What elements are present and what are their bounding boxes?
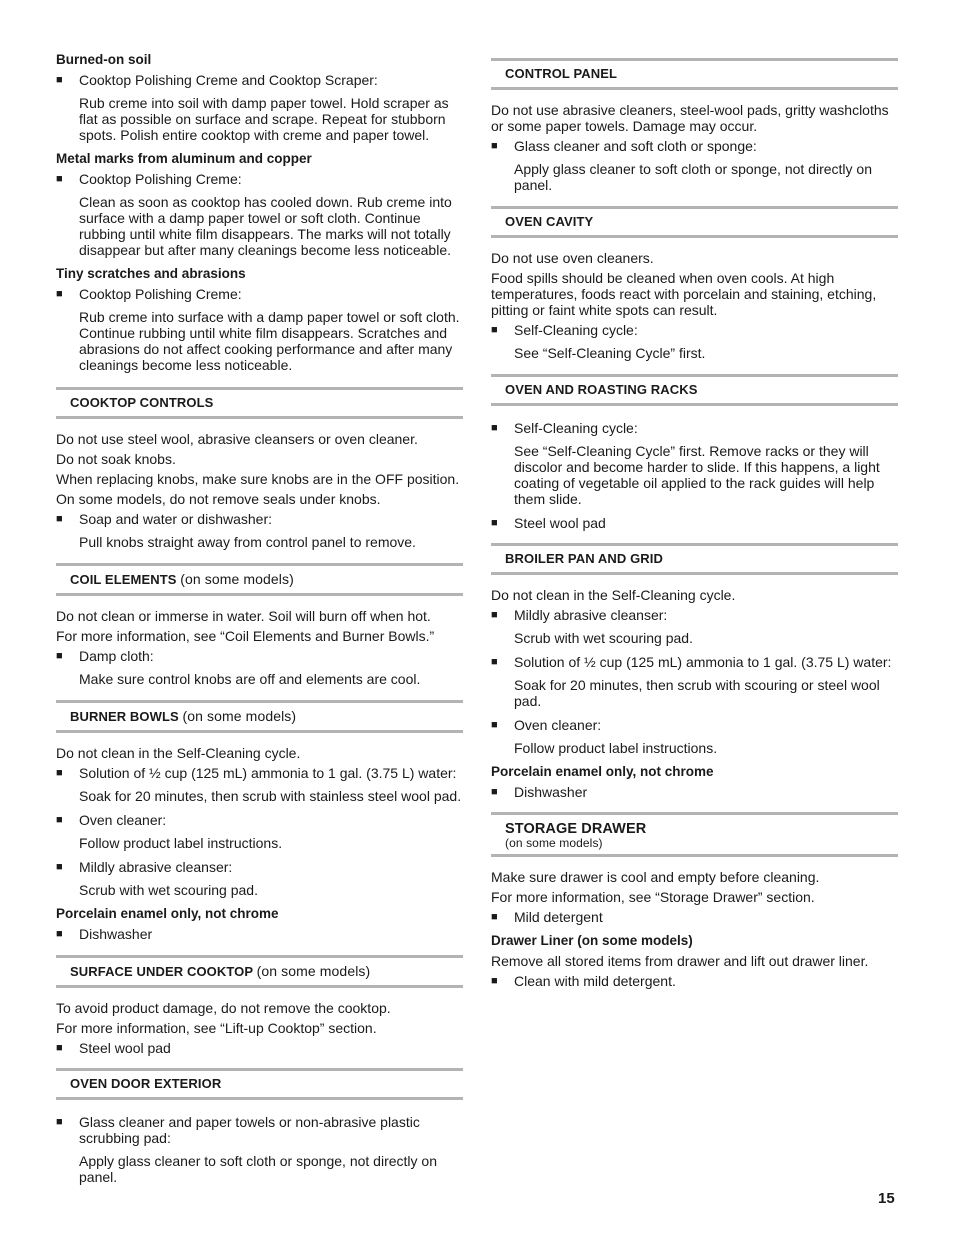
- bullet-square-icon: ■: [491, 975, 498, 987]
- list-item: ■ Cooktop Polishing Creme and Cooktop Scraper:: [56, 72, 378, 88]
- bullet-square-icon: ■: [56, 928, 63, 940]
- subheading-drawer-liner: Drawer Liner (on some models): [491, 933, 693, 948]
- paragraph: Do not clean or immerse in water. Soil will burn off when hot.: [56, 608, 431, 624]
- subheading-burned-on-soil: Burned-on soil: [56, 52, 152, 67]
- page-number: 15: [878, 1190, 895, 1207]
- list-item: ■ Dishwasher: [56, 926, 153, 942]
- bullet-square-icon: ■: [56, 288, 63, 300]
- list-item: ■ Oven cleaner:: [491, 717, 602, 733]
- section-heading-oven-racks: OVEN AND ROASTING RACKS: [491, 374, 898, 406]
- section-heading-coil-elements: COIL ELEMENTS (on some models): [56, 563, 463, 596]
- paragraph: When replacing knobs, make sure knobs are in the OFF position.: [56, 471, 460, 487]
- bullet-square-icon: ■: [56, 767, 63, 779]
- bullet-square-icon: ■: [56, 1116, 63, 1128]
- instruction-text: Apply glass cleaner to soft cloth or sponge, not directly on panel.: [514, 161, 872, 193]
- instruction-text: Follow product label instructions.: [514, 740, 718, 756]
- paragraph: For more information, see “Storage Drawer” section.: [491, 889, 815, 905]
- list-item: ■ Steel wool pad: [56, 1040, 171, 1056]
- section-heading-cooktop-controls: COOKTOP CONTROLS: [56, 387, 463, 419]
- bullet-square-icon: ■: [56, 173, 63, 185]
- paragraph: Do not clean in the Self-Cleaning cycle.: [491, 587, 736, 603]
- bullet-square-icon: ■: [56, 1042, 63, 1054]
- instruction-text: Pull knobs straight away from control panel to remove.: [79, 534, 416, 550]
- subheading-porcelain-enamel: Porcelain enamel only, not chrome: [56, 906, 279, 921]
- paragraph: Do not use oven cleaners.: [491, 250, 654, 266]
- section-heading-broiler-pan: BROILER PAN AND GRID: [491, 543, 898, 575]
- bullet-square-icon: ■: [491, 609, 498, 621]
- list-item: ■ Soap and water or dishwasher:: [56, 511, 272, 527]
- paragraph: For more information, see “Lift-up Cooktop” section.: [56, 1020, 377, 1036]
- left-column: [56, 52, 463, 1193]
- subheading-porcelain-enamel: Porcelain enamel only, not chrome: [491, 764, 714, 779]
- bullet-square-icon: ■: [56, 814, 63, 826]
- list-item: ■ Cooktop Polishing Creme:: [56, 171, 242, 187]
- bullet-square-icon: ■: [56, 650, 63, 662]
- subheading-tiny-scratches: Tiny scratches and abrasions: [56, 266, 246, 281]
- list-item: ■ Mild detergent: [491, 909, 603, 925]
- right-column: [491, 58, 898, 993]
- section-heading-storage-drawer: STORAGE DRAWER (on some models): [491, 812, 898, 857]
- list-item: ■ Cooktop Polishing Creme:: [56, 286, 242, 302]
- list-item: ■ Glass cleaner and soft cloth or sponge:: [491, 138, 757, 154]
- instruction-text: Follow product label instructions.: [79, 835, 283, 851]
- subheading-metal-marks: Metal marks from aluminum and copper: [56, 151, 312, 166]
- instruction-text: Apply glass cleaner to soft cloth or sponge, not directly on panel.: [79, 1153, 437, 1185]
- bullet-square-icon: ■: [56, 74, 63, 86]
- paragraph: Food spills should be cleaned when oven cools. At high temperatures, foods react with porcelain and staining, etching, pitting or faint white spots can result.: [491, 270, 877, 318]
- paragraph: To avoid product damage, do not remove the cooktop.: [56, 1000, 391, 1016]
- bullet-square-icon: ■: [491, 786, 498, 798]
- instruction-text: See “Self-Cleaning Cycle” first.: [514, 345, 706, 361]
- bullet-square-icon: ■: [491, 324, 498, 336]
- list-item: ■ Mildly abrasive cleanser:: [491, 607, 668, 623]
- paragraph: Do not clean in the Self-Cleaning cycle.: [56, 745, 301, 761]
- list-item: ■ Self-Cleaning cycle:: [491, 322, 638, 338]
- instruction-text: Scrub with wet scouring pad.: [79, 882, 258, 898]
- bullet-square-icon: ■: [56, 861, 63, 873]
- paragraph: Make sure drawer is cool and empty before cleaning.: [491, 869, 820, 885]
- bullet-square-icon: ■: [491, 911, 498, 923]
- bullet-square-icon: ■: [491, 656, 498, 668]
- instruction-text: Soak for 20 minutes, then scrub with scouring or steel wool pad.: [514, 677, 880, 709]
- list-item: ■ Mildly abrasive cleanser:: [56, 859, 233, 875]
- list-item: ■ Dishwasher: [491, 784, 588, 800]
- bullet-square-icon: ■: [491, 517, 498, 529]
- instruction-text: Make sure control knobs are off and elements are cool.: [79, 671, 421, 687]
- paragraph: On some models, do not remove seals under knobs.: [56, 491, 381, 507]
- paragraph: For more information, see “Coil Elements and Burner Bowls.”: [56, 628, 435, 644]
- list-item: ■ Glass cleaner and paper towels or non-abrasive plastic scrubbing pad:: [56, 1114, 420, 1146]
- bullet-square-icon: ■: [56, 513, 63, 525]
- list-item: ■ Steel wool pad: [491, 515, 606, 531]
- instruction-text: See “Self-Cleaning Cycle” first. Remove racks or they will discolor and become harder to slide. If this happens, a light coating of vegetable oil applied to the rack guides will help them slide.: [514, 443, 880, 507]
- section-heading-oven-cavity: OVEN CAVITY: [491, 206, 898, 238]
- instruction-text: Rub creme into soil with damp paper towel. Hold scraper as flat as possible on surface and scrape. Repeat for stubborn spots. Polish entire cooktop with creme and paper towel.: [79, 95, 449, 143]
- bullet-square-icon: ■: [491, 140, 498, 152]
- paragraph: Do not use steel wool, abrasive cleansers or oven cleaner.: [56, 431, 418, 447]
- bullet-square-icon: ■: [491, 422, 498, 434]
- list-item: ■ Self-Cleaning cycle:: [491, 420, 638, 436]
- instruction-text: Soak for 20 minutes, then scrub with stainless steel wool pad.: [79, 788, 462, 804]
- list-item: ■ Clean with mild detergent.: [491, 973, 676, 989]
- section-heading-oven-door-exterior: OVEN DOOR EXTERIOR: [56, 1068, 463, 1100]
- section-heading-control-panel: CONTROL PANEL: [491, 58, 898, 90]
- section-heading-surface-under-cooktop: SURFACE UNDER COOKTOP (on some models): [56, 955, 463, 988]
- paragraph: Remove all stored items from drawer and lift out drawer liner.: [491, 953, 869, 969]
- section-heading-burner-bowls: BURNER BOWLS (on some models): [56, 700, 463, 733]
- paragraph: Do not use abrasive cleaners, steel-wool pads, gritty washcloths or some paper towels. Damage may occur.: [491, 102, 889, 134]
- list-item: ■ Oven cleaner:: [56, 812, 167, 828]
- instruction-text: Scrub with wet scouring pad.: [514, 630, 693, 646]
- list-item: ■ Damp cloth:: [56, 648, 154, 664]
- list-item: ■ Solution of ½ cup (125 mL) ammonia to 1 gal. (3.75 L) water:: [491, 654, 892, 670]
- bullet-square-icon: ■: [491, 719, 498, 731]
- list-item: ■ Solution of ½ cup (125 mL) ammonia to 1 gal. (3.75 L) water:: [56, 765, 457, 781]
- instruction-text: Rub creme into surface with a damp paper towel or soft cloth. Continue rubbing until white film disappears. Scratches and abrasions do not affect cooking performance and after many cleanings become less noticeable.: [79, 309, 460, 373]
- paragraph: Do not soak knobs.: [56, 451, 176, 467]
- instruction-text: Clean as soon as cooktop has cooled down. Rub creme into surface with a damp paper towel or soft cloth. Continue rubbing until white film disappears. The marks will not totally disappear but after many cleanings become less noticeable.: [79, 194, 452, 258]
